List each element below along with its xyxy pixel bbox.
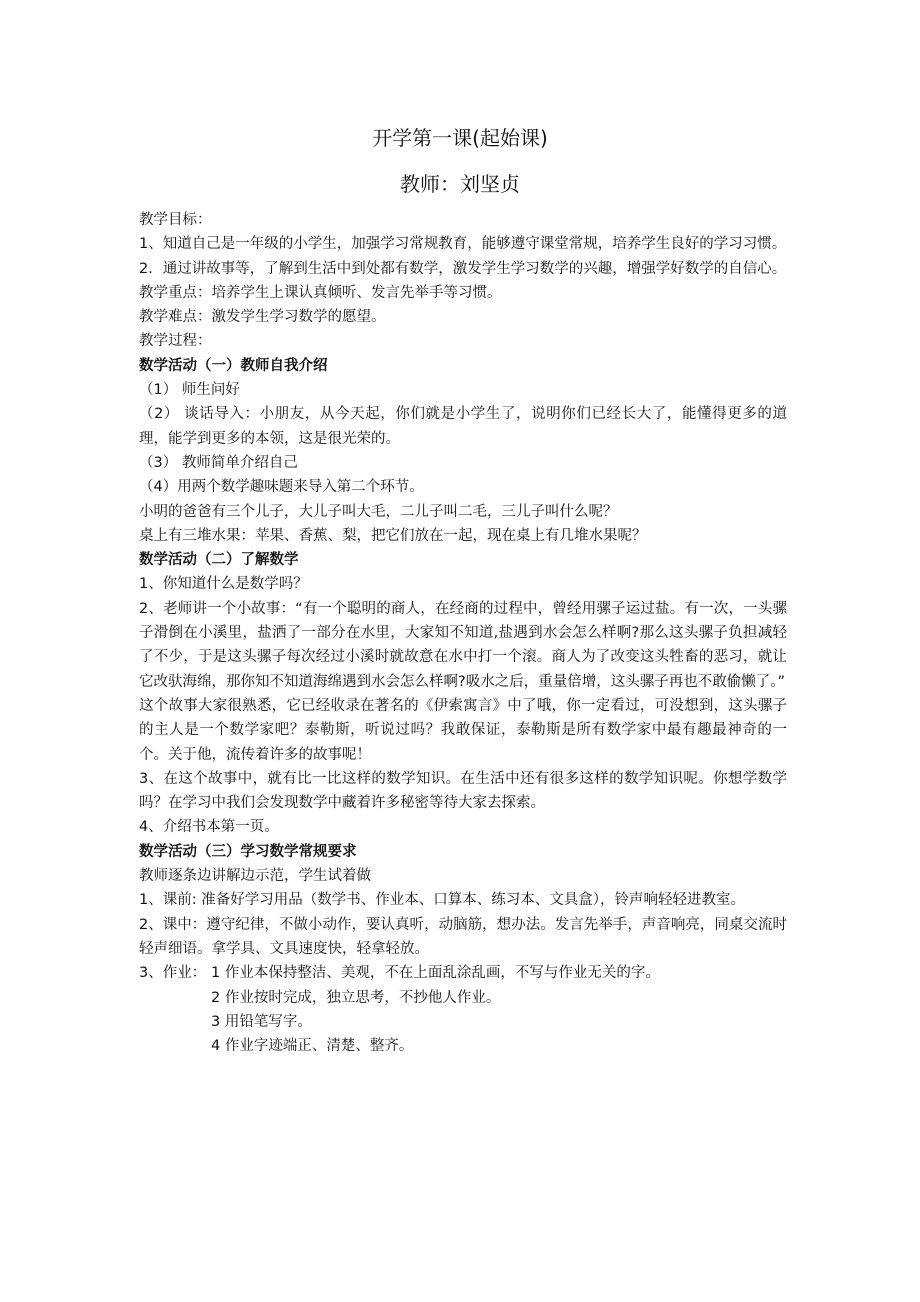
paragraph: 桌上有三堆水果：苹果、香蕉、梨，把它们放在一起，现在桌上有几堆水果呢？ <box>139 527 647 544</box>
paragraph: 教师逐条边讲解边示范，学生试着做 <box>139 868 371 885</box>
homework-item: 4 作业字迹端正、清楚、整齐。 <box>211 1038 414 1055</box>
homework-item: 2 作业按时完成，独立思考，不抄他人作业。 <box>211 989 501 1006</box>
lesson-body <box>139 208 787 1058</box>
paragraph: 1、课前: 准备好学习用品（数学书、作业本、口算本、练习本、文具盒），铃声响轻轻进教室。 <box>139 892 745 909</box>
paragraph: （3） 教师简单介绍自己 <box>139 454 298 471</box>
homework-label: 3、作业： <box>139 965 207 982</box>
homework-section <box>139 961 787 1058</box>
paragraph: 4、介绍书本第一页。 <box>139 819 279 836</box>
homework-item: 3 用铅笔写字。 <box>211 1013 312 1030</box>
paragraph: 教学重点：培养学生上课认真倾听、发言先举手等习惯。 <box>139 284 502 301</box>
paragraph: 2．通过讲故事等，了解到生活中到处都有数学，激发学生学习数学的兴趣，增强学好数学的自信心。 <box>139 260 787 277</box>
homework-item: 1 作业本保持整洁、美观，不在上面乱涂乱画，不写与作业无关的字。 <box>211 965 660 982</box>
paragraph: 小明的爸爸有三个儿子，大儿子叫大毛，二儿子叫二毛，三儿子叫什么呢？ <box>139 503 618 520</box>
paragraph: （2） 谈话导入：小朋友，从今天起，你们就是小学生了，说明你们已经长大了，能懂得更多的道理，能学到更多的本领，这是很光荣的。 <box>139 406 787 447</box>
paragraph: 3、在这个故事中，就有比一比这样的数学知识。在生活中还有很多这样的数学知识呢。你想学数学吗？在学习中我们会发现数学中藏着许多秘密等待大家去探索。 <box>139 770 787 812</box>
section-heading: 数学活动（二）了解数学 <box>139 552 299 569</box>
lesson-title: 开学第一课(起始课) <box>372 126 548 150</box>
paragraph: 2、课中：遵守纪律，不做小动作，要认真听，动脑筋，想办法。发言先举手，声音响亮，同桌交流时轻声细语。拿学具、文具速度快，轻拿轻放。 <box>139 916 787 957</box>
paragraph: 教学难点：激发学生学习数学的愿望。 <box>139 309 386 326</box>
section-heading: 数学活动（三）学习数学常规要求 <box>139 843 357 860</box>
paragraph: 这个故事大家很熟悉，它已经收录在著名的《伊索寓言》中了哦，你一定看过，可没想到，这头骡子的主人是一个数学家吧？泰勒斯，听说过吗？我敢保证，泰勒斯是所有数学家中最有趣最神奇的一个。关于他，流传着许多的故事呢！ <box>139 697 787 763</box>
paragraph: 1、你知道什么是数学吗？ <box>139 576 308 593</box>
paragraph: 教学目标： <box>139 212 212 228</box>
paragraph: 2、老师讲一个小故事：“有一个聪明的商人，在经商的过程中，曾经用骡子运过盐。有一次，一头骡子滑倒在小溪里，盐洒了一部分在水里，大家知不知道,盐遇到水会怎么样啊?那么这头骡子负担减轻了不少，于是这头骡子每次经过小溪时就故意在水中打一个滚。商人为了改变这头牲畜的恶习，就让它改驮海绵，那你知不知道海绵遇到水会怎么样啊?吸水之后，重量倍增，这头骡子再也不敢偷懒了。” <box>139 600 787 690</box>
teacher-name: 教师：刘坚贞 <box>400 172 520 196</box>
paragraph: 1、知道自己是一年级的小学生，加强学习常规教育，能够遵守课堂常规，培养学生良好的学习习惯。 <box>139 236 787 253</box>
paragraph: 教学过程： <box>139 333 212 350</box>
section-heading: 数学活动（一）教师自我介绍 <box>139 357 328 374</box>
homework-items <box>211 961 660 1058</box>
paragraph: （4）用两个数学趣味题来导入第二个环节。 <box>139 479 424 496</box>
lesson-lines <box>139 208 787 961</box>
paragraph: （1） 师生问好 <box>139 382 240 399</box>
